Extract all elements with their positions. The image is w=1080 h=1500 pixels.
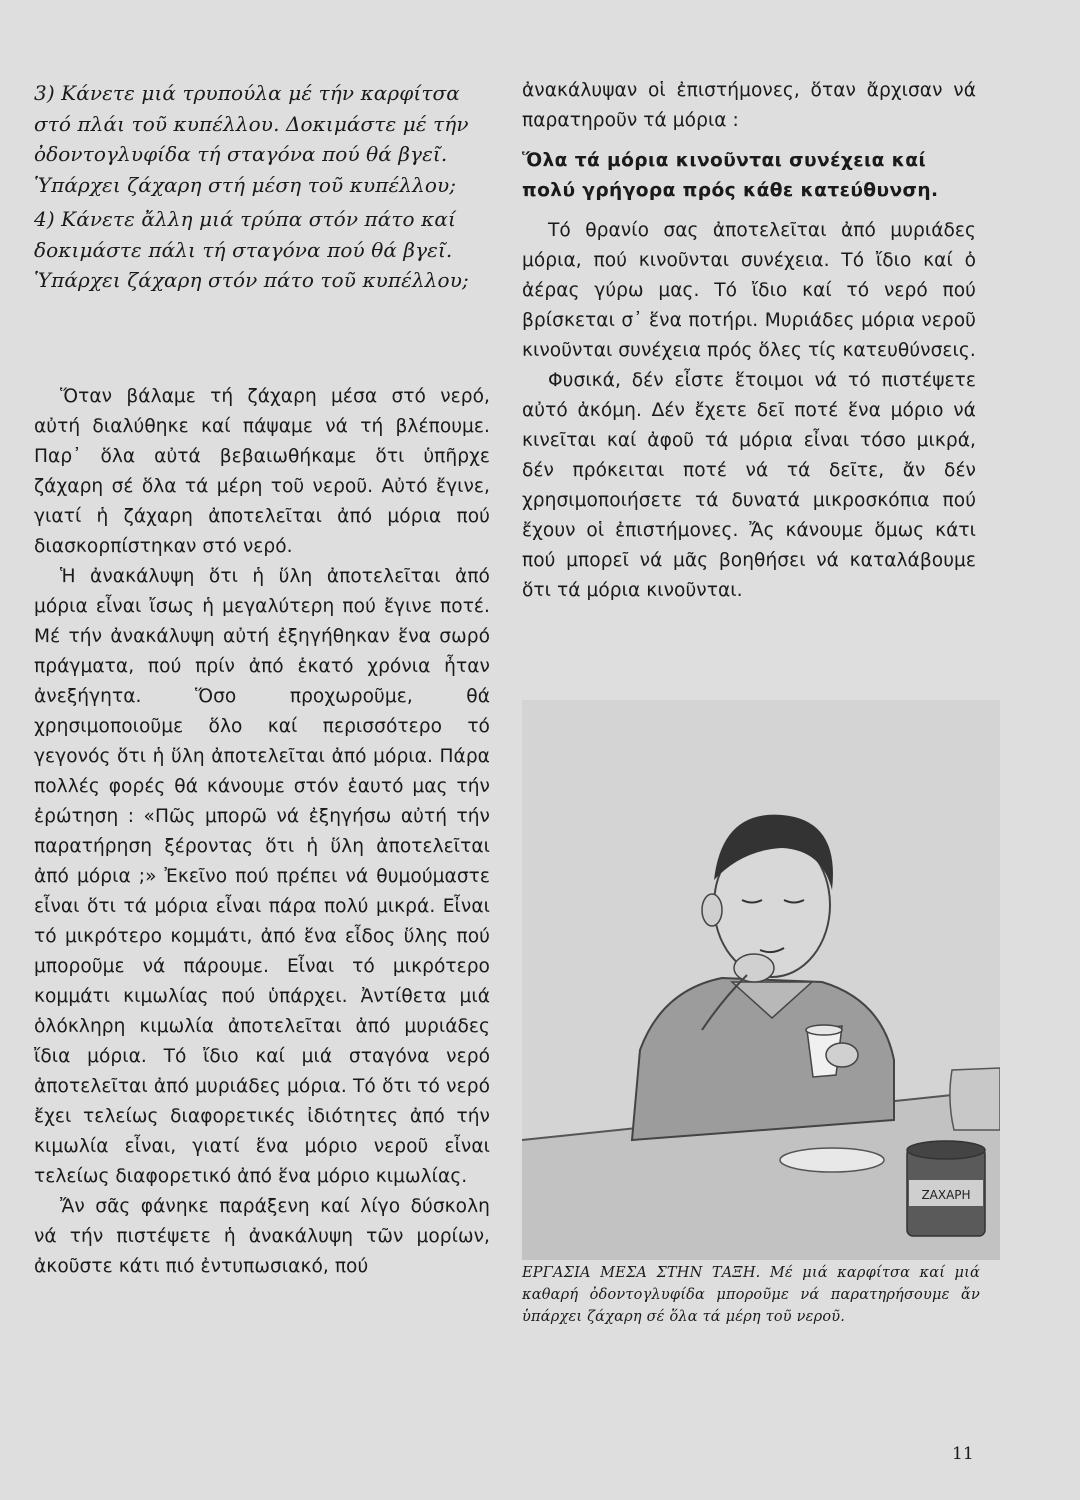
exercise-4: 4) Κάνετε ἄλλη μιά τρύπα στόν πάτο καί δοκιμάστε πάλι τή σταγόνα πού θά βγεῖ. Ὑπάρχει ζάχαρη στόν πάτο τοῦ κυπέλλου; bbox=[34, 207, 469, 292]
right-column bbox=[522, 76, 976, 606]
paragraph-continuation: ἀνακάλυψαν οἱ ἐπιστήμονες, ὅταν ἄρχισαν νά παρατηροῦν τά μόρια : bbox=[522, 80, 976, 131]
page-number: 11 bbox=[952, 1444, 974, 1464]
plate bbox=[780, 1148, 884, 1172]
left-column bbox=[34, 78, 490, 1282]
paragraph-sugar-dissolved: Ὅταν βάλαμε τή ζάχαρη μέσα στό νερό, αὐτή διαλύθηκε καί πάψαμε νά τή βλέπουμε. Παρ᾽ ὅλα αὐτά βεβαιωθήκαμε ὅτι ὑπῆρχε ζάχαρη σέ ὅλα τά μέρη τοῦ νεροῦ. Αὐτό ἔγινε, γιατί ἡ ζάχαρη ἀποτελεῖται ἀπό μόρια πού διασκορπίστηκαν στό νερό. bbox=[34, 385, 490, 557]
paragraph-desk-molecules: Τό θρανίο σας ἀποτελεῖται ἀπό μυριάδες μόρια, πού κινοῦνται συνέχεια. Τό ἴδιο καί ὁ ἀέρας γύρω μας. Τό ἴδιο καί τό νερό πού βρίσκεται σ᾽ ἕνα ποτήρι. Μυριάδες μόρια νεροῦ κινοῦνται συνέχεια πρός ὅλες τίς κατευθύνσεις. bbox=[522, 220, 976, 361]
paragraph-microscopes: Φυσικά, δέν εἶστε ἕτοιμοι νά τό πιστέψετε αὐτό ἀκόμη. Δέν ἔχετε δεῖ ποτέ ἕνα μόριο νά κινεῖται καί ἀφοῦ τά μόρια εἶναι τόσο μικρά, δέν πρόκειται ποτέ νά τά δεῖτε, ἄν δέν χρησιμοποιήσετε τά δυνατά μικροσκόπια πού ἔχουν οἱ ἐπιστήμονες. Ἄς κάνουμε ὅμως κάτι πού μπορεῖ νά μᾶς βοηθήσει νά καταλάβουμε ὅτι τά μόρια κινοῦνται. bbox=[522, 370, 976, 601]
classroom-illustration bbox=[522, 700, 1000, 1260]
left-body bbox=[34, 382, 490, 1282]
key-statement: Ὅλα τά μόρια κινοῦνται συνέχεια καί πολύ γρήγορα πρός κάθε κατεύθυνση. bbox=[522, 150, 939, 201]
exercise-3: 3) Κάνετε μιά τρυπούλα μέ τήν καρφίτσα στό πλάι τοῦ κυπέλλου. Δοκιμάστε μέ τήν ὀδοντογλυφίδα τή σταγόνα πού θά βγεῖ. Ὑπάρχει ζάχαρη στή μέση τοῦ κυπέλλου; bbox=[34, 81, 469, 197]
sugar-jar-label: ΖΑΧΑΡΗ bbox=[921, 1188, 971, 1202]
paragraph-strange-discovery: Ἄν σᾶς φάνηκε παράξενη καί λίγο δύσκολη νά τήν πιστέψετε ἡ ἀνακάλυψη τῶν μορίων, ἀκοῦστε κάτι πιό ἐντυπωσιακό, πού bbox=[34, 1195, 490, 1277]
figure-caption: ΕΡΓΑΣΙΑ ΜΕΣΑ ΣΤΗΝ ΤΑΞΗ. Μέ μιά καρφίτσα καί μιά καθαρή ὀδοντογλυφίδα μποροῦμε νά παρατηρήσουμε ἄν ὑπάρχει ζάχαρη σέ ὅλα τά μέρη τοῦ νεροῦ. bbox=[522, 1265, 980, 1325]
paragraph-molecules-discovery: Ἡ ἀνακάλυψη ὅτι ἡ ὕλη ἀποτελεῖται ἀπό μόρια εἶναι ἴσως ἡ μεγαλύτερη πού ἔγινε ποτέ. Μέ τήν ἀνακάλυψη αὐτή ἐξηγήθηκαν ἕνα σωρό πράγματα, πού πρίν ἀπό ἑκατό χρόνια ἦταν ἀνεξήγητα. Ὅσο προχωροῦμε, θά χρησιμοποιοῦμε ὅλο καί περισσότερο τό γεγονός ὅτι ἡ ὕλη ἀποτελεῖται ἀπό μόρια. Πάρα πολλές φορές θά κάνουμε στόν ἑαυτό μας τήν ἐρώτηση : «Πῶς μπορῶ νά ἐξηγήσω αὐτή τήν παρατήρηση ξέροντας ὅτι ἡ ὕλη ἀποτελεῖται ἀπό μόρια ;» Ἐκεῖνο πού πρέπει νά θυμούμαστε εἶναι ὅτι τά μόρια εἶναι πάρα πολύ μικρά. Εἶναι τό μικρότερο κομμάτι, ἀπό ἕνα εἶδος ὕλης πού μποροῦμε νά πάρουμε. Εἶναι τό μικρότερο κομμάτι κιμωλίας πού ὑπάρχει. Ἀντίθετα μιά ὁλόκληρη κιμωλία ἀποτελεῖται ἀπό μυριάδες ἴδια μόρια. Τό ἴδιο καί μιά σταγόνα νερό ἀποτελεῖται ἀπό μυριάδες μόρια. Τό ὅτι τό νερό ἔχει τελείως διαφορετικές ἰδιότητες ἀπό τήν κιμωλία εἶναι, γιατί ἕνα μόριο νεροῦ εἶναι τελείως διαφορετικό ἀπό ἕνα μόριο κιμωλίας. bbox=[34, 565, 490, 1187]
water-jug bbox=[950, 1068, 1000, 1130]
